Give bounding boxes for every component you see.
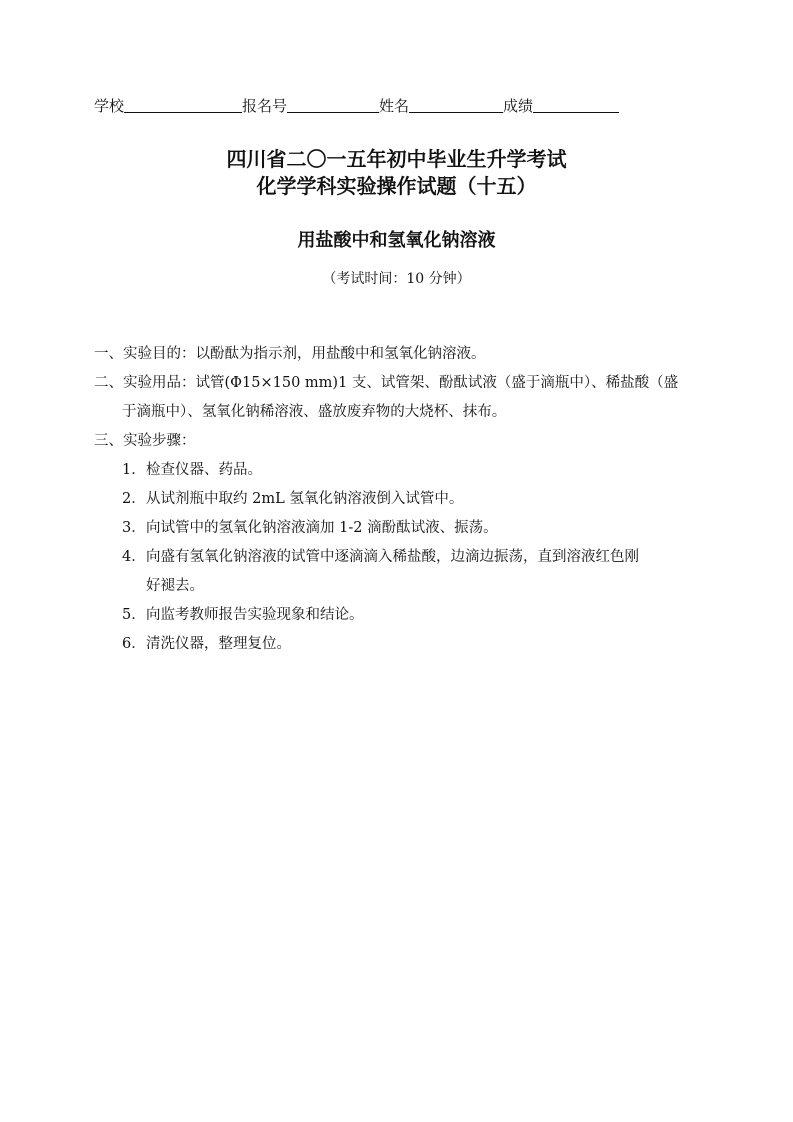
step-text: 清洗仪器，整理复位。 xyxy=(146,636,291,652)
school-blank[interactable] xyxy=(124,96,242,113)
step-number: 4． xyxy=(122,549,146,565)
exam-title: 四川省二〇一五年初中毕业生升学考试 xyxy=(226,147,567,171)
list-item xyxy=(94,601,704,630)
step-text: 向盛有氢氧化钠溶液的试管中逐滴滴入稀盐酸，边滴边振荡，直到溶液红色刚 xyxy=(146,549,639,565)
steps-heading: 三、实验步骤： xyxy=(94,433,196,449)
name-blank[interactable] xyxy=(409,96,503,113)
steps-list xyxy=(94,456,704,659)
step-number: 3． xyxy=(122,520,146,536)
school-label: 学校 xyxy=(94,97,125,115)
list-item xyxy=(94,456,704,485)
time-note: （考试时间：10 分钟） xyxy=(322,271,471,287)
experiment-title: 用盐酸中和氢氧化钠溶液 xyxy=(297,230,496,251)
materials-paragraph-continued: 于滴瓶中）、氢氧化钠稀溶液、盛放废弃物的大烧杯、抹布。 xyxy=(122,404,507,420)
list-item xyxy=(94,630,704,659)
score-label: 成绩 xyxy=(503,97,534,115)
purpose-paragraph: 一、实验目的：以酚酞为指示剂，用盐酸中和氢氧化钠溶液。 xyxy=(94,346,486,362)
list-item xyxy=(94,514,704,543)
exam-subtitle: 化学学科实验操作试题（十五） xyxy=(256,174,537,198)
instructions xyxy=(94,340,704,659)
exam-number-label: 报名号 xyxy=(242,97,288,115)
step-number: 6． xyxy=(122,636,146,652)
step-text: 检查仪器、药品。 xyxy=(146,462,262,478)
step-number: 2． xyxy=(122,491,146,507)
name-label: 姓名 xyxy=(379,97,410,115)
score-blank[interactable] xyxy=(533,96,619,113)
step-text-continued: 好褪去。 xyxy=(146,578,204,594)
materials-paragraph: 二、实验用品：试管(Φ15×150 mm)1 支、试管架、酚酞试液（盛于滴瓶中）、稀盐酸（盛 xyxy=(94,375,679,391)
exam-number-blank[interactable] xyxy=(287,96,379,113)
step-text: 向试管中的氢氧化钠溶液滴加 1-2 滴酚酞试液、振荡。 xyxy=(146,520,498,536)
list-item xyxy=(94,485,704,514)
step-number: 5． xyxy=(122,607,146,623)
candidate-info-line xyxy=(94,95,714,117)
step-text: 向监考教师报告实验现象和结论。 xyxy=(146,607,364,623)
step-number: 1． xyxy=(122,462,146,478)
step-text: 从试剂瓶中取约 2mL 氢氧化钠溶液倒入试管中。 xyxy=(146,491,464,507)
list-item xyxy=(94,543,704,601)
